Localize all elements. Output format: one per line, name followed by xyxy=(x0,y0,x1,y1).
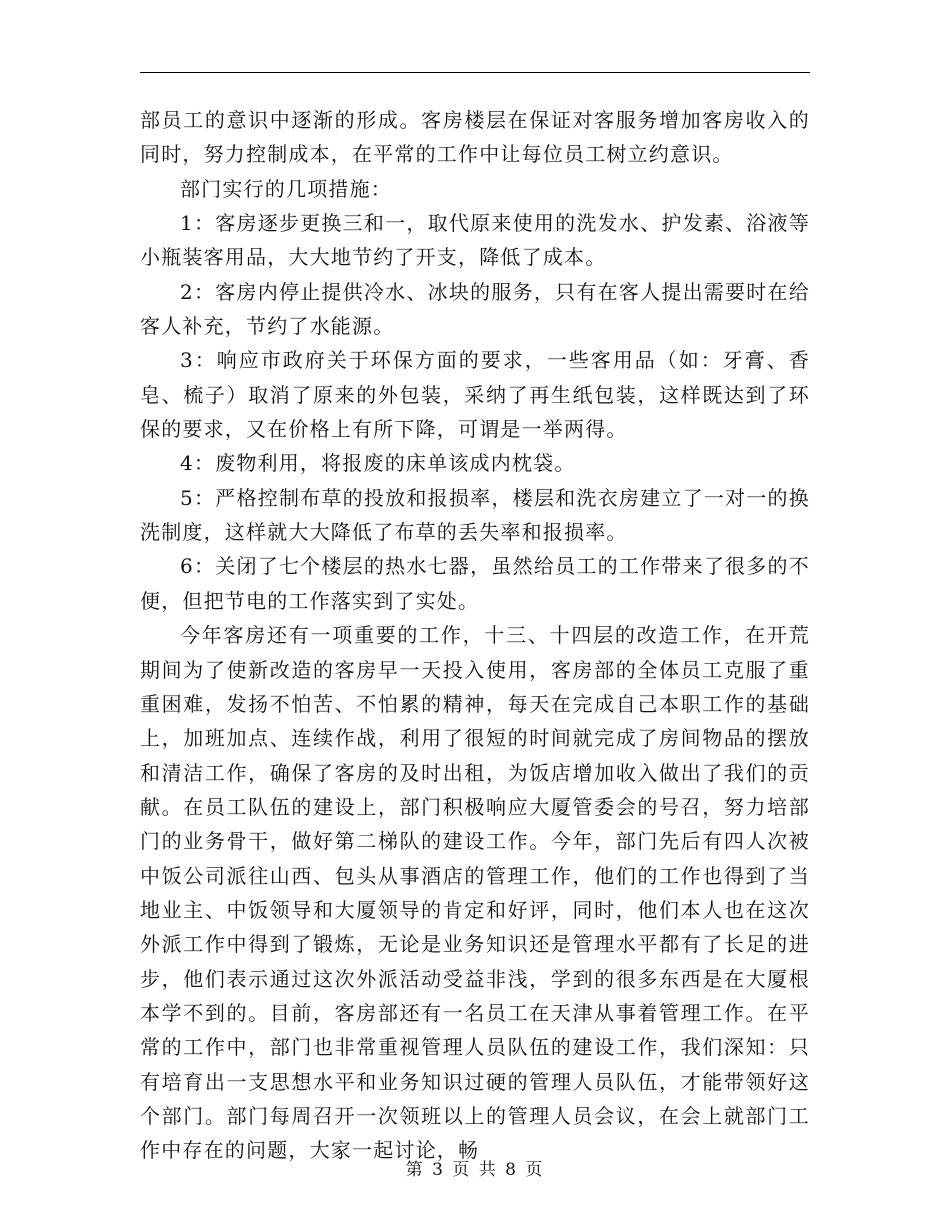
paragraph-measure-3: 3：响应市政府关于环保方面的要求，一些客用品（如：牙膏、香皂、梳子）取消了原来的外包装，采纳了再生纸包装，这样既达到了环保的要求，又在价格上有所下降，可谓是一举两得。 xyxy=(140,348,810,442)
document-body xyxy=(140,103,810,1168)
paragraph-renovation-and-staff: 今年客房还有一项重要的工作，十三、十四层的改造工作，在开荒期间为了使新改造的客房早一天投入使用，客房部的全体员工克服了重重困难，发扬不怕苦、不怕累的精神，每天在完成自己本职工作的基础上，加班加点、连续作战，利用了很短的时间就完成了房间物品的摆放和清洁工作，确保了客房的及时出租，为饭店增加收入做出了我们的贡献。在员工队伍的建设上，部门积极响应大厦管委会的号召，努力培部门的业务骨干，做好第二梯队的建设工作。今年，部门先后有四人次被中饭公司派往山西、包头从事酒店的管理工作，他们的工作也得到了当地业主、中饭领导和大厦领导的肯定和好评，同时，他们本人也在这次外派工作中得到了锻炼，无论是业务知识还是管理水平都有了长足的进步，他们表示通过这次外派活动受益非浅，学到的很多东西是在大厦根本学不到的。目前，客房部还有一名员工在天津从事着管理工作。在平常的工作中，部门也非常重视管理人员队伍的建设工作，我们深知：只有培育出一支思想水平和业务知识过硬的管理人员队伍，才能带领好这个部门。部门每周召开一次领班以上的管理人员会议，在会上就部门工作中存在的问题，大家一起讨论，畅 xyxy=(140,623,810,1163)
paragraph-measure-2: 2：客房内停止提供冷水、冰块的服务，只有在客人提出需要时在给客人补充，节约了水能源。 xyxy=(140,279,810,339)
paragraph-measure-5: 5：严格控制布草的投放和报损率，楼层和洗衣房建立了一对一的换洗制度，这样就大大降低了布草的丢失率和报损率。 xyxy=(140,485,810,545)
paragraph-measure-6: 6：关闭了七个楼层的热水七器，虽然给员工的工作带来了很多的不便，但把节电的工作落实到了实处。 xyxy=(140,554,810,613)
paragraph-measures-intro: 部门实行的几项措施： xyxy=(180,176,392,201)
header-rule xyxy=(140,72,810,73)
paragraph-measure-1: 1：客房逐步更换三和一，取代原来使用的洗发水、护发素、浴液等小瓶装客用品，大大地节约了开支，降低了成本。 xyxy=(140,211,810,270)
paragraph-continuation: 部员工的意识中逐渐的形成。客房楼层在保证对客服务增加客房收入的同时，努力控制成本，在平常的工作中让每位员工树立约意识。 xyxy=(140,108,810,167)
page-number-footer: 第 3 页 共 8 页 xyxy=(405,1160,545,1180)
paragraph-measure-4: 4：废物利用，将报废的床单该成内枕袋。 xyxy=(180,451,576,476)
